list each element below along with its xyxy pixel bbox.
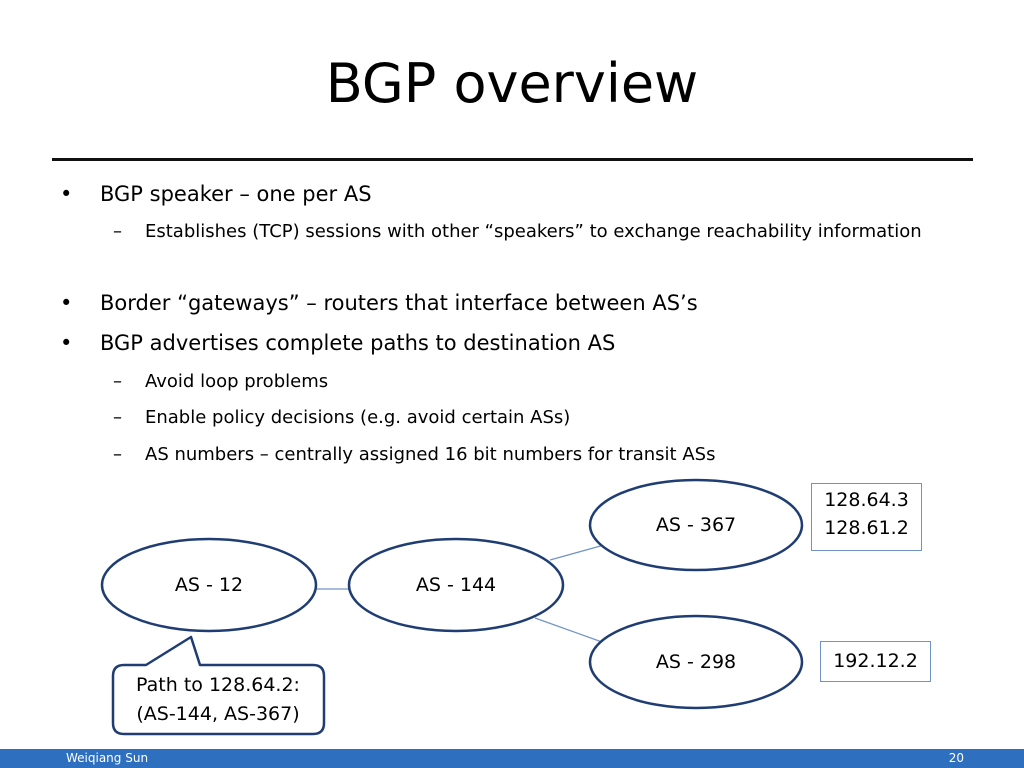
address-line: 192.12.2: [833, 650, 918, 672]
sub-bullet-text: AS numbers – centrally assigned 16 bit numbers for transit ASs: [145, 444, 716, 465]
node-as298-label: AS - 298: [655, 651, 737, 673]
link-as144-as367: [550, 545, 604, 560]
node-as144-label: AS - 144: [415, 574, 497, 596]
callout-line: (AS-144, AS-367): [136, 703, 300, 725]
page-number: 20: [948, 751, 964, 765]
callout-line: Path to 128.64.2:: [136, 674, 300, 696]
footer-author: Weiqiang Sun: [66, 751, 149, 765]
dash-marker: –: [113, 407, 122, 428]
sub-bullet-text: Enable policy decisions (e.g. avoid certain ASs): [145, 407, 571, 428]
bullet-marker: •: [60, 331, 73, 355]
address-line: 128.64.3: [824, 489, 909, 511]
sub-bullet-text: Avoid loop problems: [145, 371, 329, 392]
address-line: 128.61.2: [824, 517, 909, 539]
path-callout-text: [106, 671, 330, 729]
bullet-text: Border “gateways” – routers that interface between AS’s: [100, 291, 698, 315]
slide-footer: [0, 749, 1024, 768]
node-as367-label: AS - 367: [655, 514, 737, 536]
bullet-text: BGP advertises complete paths to destination AS: [100, 331, 616, 355]
dash-marker: –: [113, 444, 122, 465]
sub-bullet-text: Establishes (TCP) sessions with other “speakers” to exchange reachability information: [145, 221, 922, 242]
bullet-marker: •: [60, 291, 73, 315]
dash-marker: –: [113, 221, 122, 242]
address-box-as298: [820, 641, 931, 682]
address-box-as367: [811, 483, 922, 551]
bullet-text: BGP speaker – one per AS: [100, 182, 372, 206]
dash-marker: –: [113, 371, 122, 392]
slide-title: BGP overview: [325, 52, 699, 115]
bullet-marker: •: [60, 182, 73, 206]
node-as12-label: AS - 12: [174, 574, 244, 596]
link-as144-as298: [535, 618, 602, 642]
